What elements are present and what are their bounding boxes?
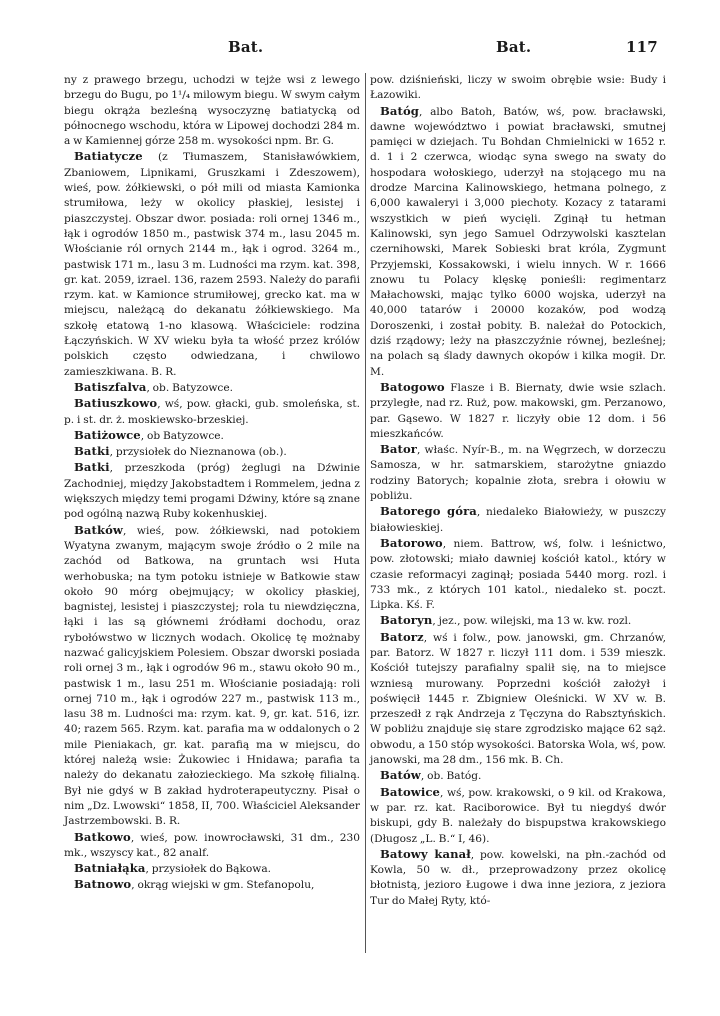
entry-headword: Batogowo	[380, 379, 445, 394]
dictionary-entry	[370, 785, 666, 847]
entry-headword: Batki	[74, 444, 110, 459]
dictionary-entry	[370, 504, 666, 536]
entry-text: , ob. Batyzowce.	[146, 381, 234, 394]
entry-headword: Batoryn	[380, 613, 433, 628]
dictionary-entry	[64, 523, 360, 830]
page-number: 117	[626, 38, 658, 56]
dictionary-entry	[370, 380, 666, 442]
entry-text: , przeszkoda (próg) żeglugi na Dźwinie Zachodniej, między Jakobstadtem i Rommelem, jedna z większych między temi progami Dźwiny, które są znane pod ogólną nazwą Ruby kokenhuskiej.	[64, 462, 360, 521]
entry-headword: Batiżowce	[74, 427, 141, 442]
entry-text: , wś i folw., pow. janowski, gm. Chrzanów, par. Batorz. W 1827 r. liczył 111 dom. i 539 mieszk. Kościół tutejszy parafialny spalił się, na to miejsce wzniesą murowany. Poprzedni kościół założył i poświęcił 1445 r. Zbigniew Oleśnicki. W XV w. B. przeszedł z rąk Andrzeja z Tęczyna do Rabsztyńskich. W pobliżu znajduje się stare zgrodzisko mające 62 sąż. obwodu, a 150 stóp wysokości. Batorska Wola, wś, pow. janowski, ma 28 dm., 156 mk. B. Ch.	[370, 631, 666, 767]
entry-text: , wieś, pow. inowrocławski, 31 dm., 230 mk., wszyscy kat., 82 analf.	[64, 831, 360, 859]
right-column	[370, 73, 666, 909]
entry-headword: Batki	[74, 460, 110, 475]
entry-text: , ob. Batóg.	[420, 770, 482, 783]
entry-text: (z Tłumaszem, Stanisławówkiem, Zbaniowem, Lipnikami, Gruszkami i Zdeszowem), wieś, pow. żółkiewski, o pół mili od miasta Kamionka strumiłowa, leży w okolicy płaskiej, lesistej i piaszczystej. Obszar dwor. posiada: roli ornej 1346 m., łąk i ogrodów 1850 m., pastwisk 374 m., lasu 2045 m. Włościanie ról ornych 2144 m., łąk i ogrod. 3264 m., pastwisk 171 m., lasu 3 m. Ludności ma rzym. kat. 398, gr. kat. 2059, izrael. 136, razem 2593. Należy do parafii rzym. kat. w Kamionce strumiłowej, grecko kat. ma w miejscu, należącą do dekanatu żółkiewskiego. Ma szkołę etatową 1-no klasową. Właściciele: rodzina Łączyńskich. W XV wieku była ta włość przez królów polskich często odwiedzana, i chwilowo zamieszkiwana. B. R.	[64, 151, 361, 378]
entry-headword: Batorz	[380, 629, 424, 644]
dictionary-entry	[64, 861, 360, 877]
entry-text: , albo Batoh, Batów, wś, pow. bracławski, dawne województwo i powiat bracławski, smutnej pamięci w dziejach. Tu Bohdan Chmielnicki w 1652 r. d. 1 i 2 czerwca, wiodąc syna swego na swaty do hospodara wołoskiego, uderzył na stojącego mu na drodze Marcina Kalinowskiego, hetmana polnego, z 6,000 kawaleryi i 3,000 piechoty. Kozacy z tatarami wszystkich w pień wycięli. Zginął tu hetman Kalinowski, syn jego Samuel Odrzywolski kasztelan czernihowski, Marek Sobieski brat króla, Zygmunt Przyjemski, Kossakowski, i wielu innych. W r. 1666 znowu tu Polacy klęskę ponieśli: regimentarz Małachowski, mając tylko 6000 wojska, uderzył na 40,000 tatarów i 20000 kozaków, pod wodzą Doroszenki, i został pobity. B. należał do Potockich, dziś rządowy; leży na płaszczyźnie równej, bezleśnej; na polach są ślady dawnych okopów i kilka mogił. Dr. M.	[370, 105, 666, 378]
entry-text: , pow. kowelski, na płn.-zachód od Kowla, 50 w. dł., przeprowadzony przez okolicę błotnistą, jezioro Ługowe i dwa inne jeziora, z jeziora Tur do Małej Ryty, któ-	[370, 848, 666, 907]
entry-headword: Bator	[380, 442, 418, 457]
dictionary-entry	[370, 613, 666, 629]
entry-text: , wś, pow. głacki, gub. smoleńska, st. p. i st. dr. ż. moskiewsko-brzeskiej.	[64, 398, 360, 426]
entry-text: , wieś, pow. żółkiewski, nad potokiem Wyatyna zwanym, mającym swoje źródło o 2 mile na zachód od Batkowa, na gruntach wsi Huta werhobuska; na tym potoku istnieje w Batkowie staw około 90 mórg obejmujący; w okolicy płaskiej, bagnistej, lesistej i piaszczystej; rola tu niewdzięczna, łąki i las są głównemi źródłami dochodu, oraz rybołówstwo w licznych wodach. Okolicę tę możnaby nazwać galicyjskiem Polesiem. Obszar dworski posiada roli ornej 3 m., łąk i ogrodów 96 m., stawu około 90 m., pastwisk 1 m., lasu 251 m. Włościanie posiadają: roli ornej 710 m., łąk i ogrodów 227 m., pastwisk 113 m., lasu 38 m. Ludności ma: rzym. kat. 9, gr. kat. 516, izr. 40; razem 565. Rzym. kat. parafia ma w oddalonych o 2 mile Pieniakach, gr. kat. parafią ma w miejscu, do której należą wsie: Żukowiec i Hnidawa; parafia ta należy do dekanatu załozieckiego. Ma szkołę filialną. Był nie gdyś w B zakład hydroterapeutyczny. Pisał o nim „Dz. Lwowski“ 1858, II, 700. Właściciel Aleksander Jastrzembowski. B. R.	[64, 524, 360, 828]
left-column	[64, 73, 360, 894]
entry-headword: Batóg	[380, 103, 420, 118]
entry-text: , niedaleko Białowieży, w puszczy białowieskiej.	[370, 506, 666, 534]
entry-text: , przysiołek do Bąkowa.	[145, 863, 272, 876]
entry-headword: Batowice	[380, 784, 441, 799]
dictionary-entry	[64, 460, 360, 522]
entry-text: , przysiołek do Nieznanowa (ob.).	[109, 446, 287, 459]
continuation-text: pow. dziśnieński, liczy w swoim obrębie wsie: Budy i Łazowiki.	[370, 74, 666, 102]
page-header	[0, 38, 720, 60]
continuation-text: ny z prawego brzegu, uchodzi w tejże wsi z lewego brzegu do Bugu, po 1¹/₄ milowym biegu. W swym całym biegu okrąża bezleśną wysoczyznę batiatycką od północnego wschodu, która w Lipowej dochodzi 284 m. a w Kamiennej górze 258 m. wysokości npm. Br. G.	[64, 74, 360, 148]
entry-headword: Batiuszkowo	[74, 396, 158, 411]
dictionary-entry	[64, 396, 360, 428]
dictionary-entry	[64, 428, 360, 444]
entry-headword: Batiszfalva	[74, 379, 147, 394]
entry-text: , jez., pow. wilejski, ma 13 w. kw. rozl.	[432, 615, 632, 628]
dictionary-entry	[370, 536, 666, 613]
dictionary-entry	[370, 847, 666, 909]
entry-text: , wś, pow. krakowski, o 9 kil. od Krakowa, w par. rz. kat. Raciborowice. Był tu niegdyś dwór biskupi, gdy B. należały do bispupstwa krakowskiego (Długosz „L. B.“ I, 46).	[370, 786, 666, 845]
left-entries	[64, 149, 360, 893]
dictionary-entry	[64, 444, 360, 460]
entry-headword: Batków	[74, 522, 124, 537]
dictionary-entry	[370, 442, 666, 504]
entry-headword: Batniałąka	[74, 861, 146, 876]
dictionary-entry	[64, 149, 360, 379]
entry-text: , okrąg wiejski w gm. Stefanopolu,	[131, 879, 315, 892]
entry-text: Flasze i B. Biernaty, dwie wsie szlach. przyległe, nad rz. Ruż, pow. makowski, gm. Perzanowo, par. Gąsewo. W 1827 r. liczyły obie 12 dom. i 56 mieszkańców.	[370, 381, 666, 440]
dictionary-entry	[64, 830, 360, 862]
entry-headword: Batiatycze	[74, 149, 143, 164]
entry-headword: Batorego góra	[380, 504, 477, 519]
dictionary-entry	[370, 104, 666, 380]
entry-headword: Batorowo	[380, 535, 443, 550]
dictionary-entry	[370, 768, 666, 784]
entry-headword: Batów	[380, 768, 421, 783]
entry-headword: Batowy kanał	[380, 846, 471, 861]
entry-headword: Batnowo	[74, 877, 132, 892]
right-entries	[370, 104, 666, 909]
running-head-left: Bat.	[228, 38, 264, 56]
column-divider	[365, 73, 366, 953]
running-head-right: Bat.	[496, 38, 532, 56]
dictionary-entry	[64, 380, 360, 396]
entry-text: , właśc. Nyír-B., m. na Węgrzech, w dorzeczu Samosza, w hr. satmarskiem, starożytne gniazdo rodziny Batorych; kopalnie złota, srebra i ołowiu w pobliżu.	[370, 444, 666, 503]
dictionary-entry	[64, 877, 360, 893]
entry-text: , niem. Battrow, wś, folw. i leśnictwo, pow. złotowski; miało dawniej kościół katol., który w czasie reformacyi zaginął; posiada 5440 morg. rozl. i 733 mk., z których 101 katol., niedaleko st. poczt. Lipka. Kś. F.	[370, 537, 666, 612]
entry-headword: Batkowo	[74, 829, 131, 844]
entry-text: , ob Batyzowce.	[140, 429, 224, 442]
dictionary-entry	[370, 630, 666, 769]
